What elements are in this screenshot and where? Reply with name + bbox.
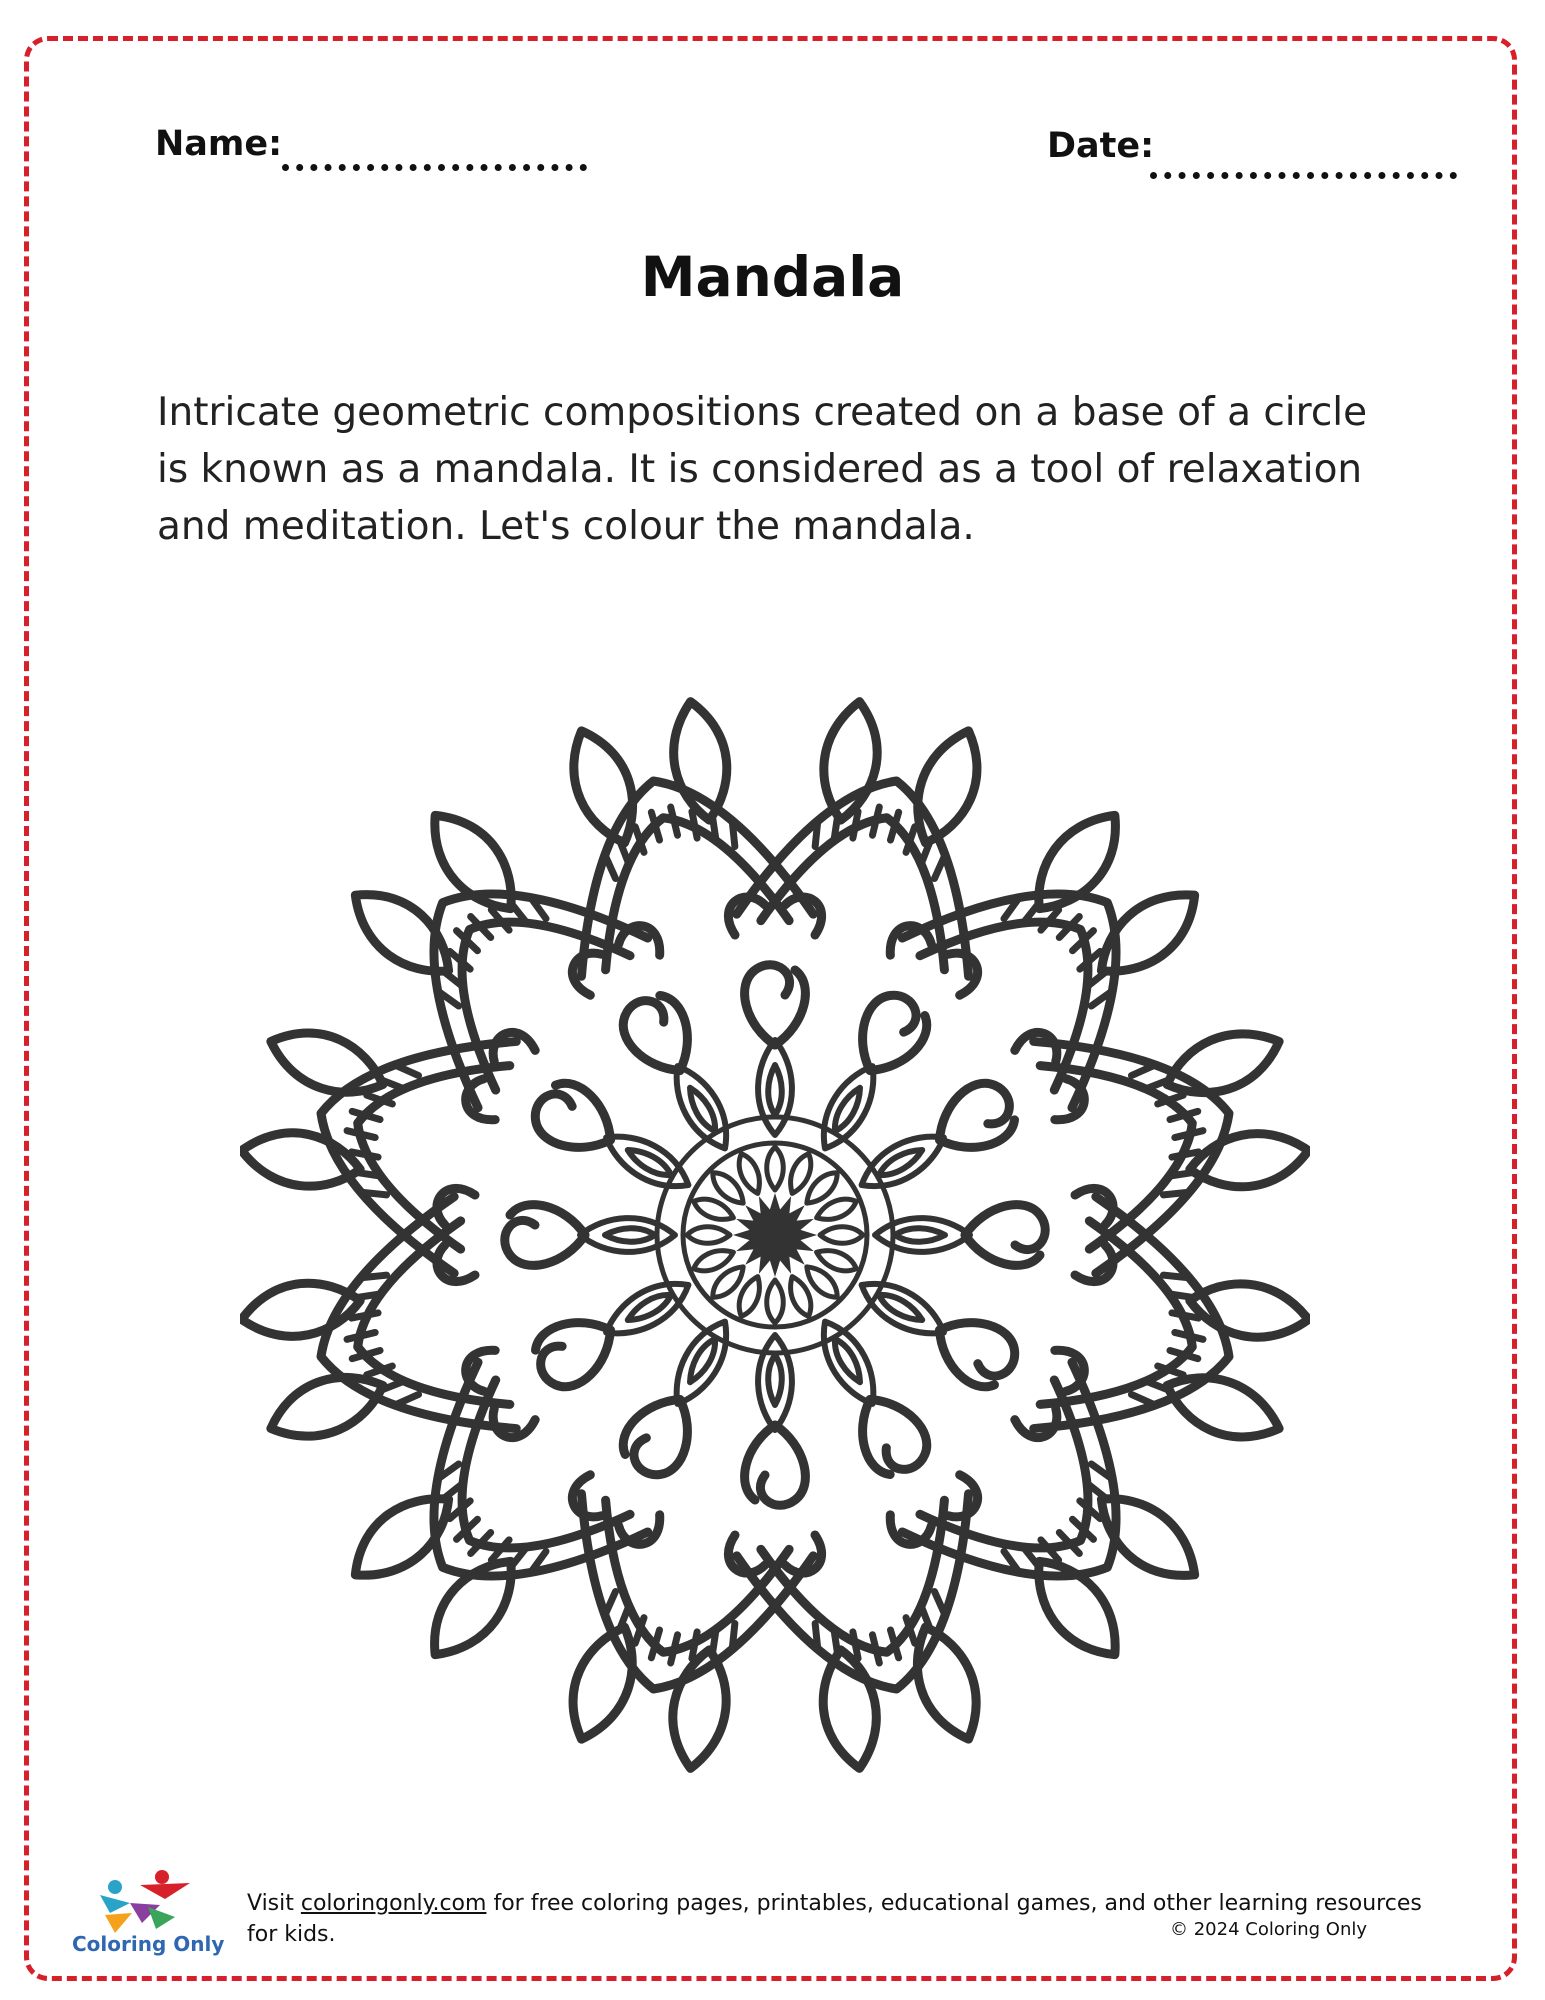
logo-figure-blue-icon — [108, 1880, 122, 1894]
hatch-mark — [671, 1635, 678, 1663]
hatch-mark — [1168, 1173, 1193, 1177]
intro-line-2: is known as a mandala. It is considered as a tool of relaxation — [157, 447, 1363, 492]
hatch-mark — [934, 1591, 943, 1612]
hatch-mark — [815, 1623, 817, 1646]
hatch-mark — [1175, 1131, 1203, 1138]
hatch-mark — [1168, 1294, 1193, 1298]
logo-arm-green-icon — [148, 1907, 175, 1929]
hatch-mark — [364, 1192, 387, 1194]
small-petal — [767, 1147, 784, 1190]
hatch-mark — [834, 817, 838, 842]
intro-line-1: Intricate geometric compositions created on a base of a circle — [157, 390, 1368, 435]
footer-link[interactable]: coloringonly.com — [300, 1891, 487, 1916]
curl-motif — [728, 897, 821, 1045]
page-title: Mandala — [640, 245, 905, 309]
date-line[interactable] — [1150, 172, 1457, 179]
inner-petal — [758, 1335, 792, 1430]
small-petal — [820, 1227, 863, 1244]
inner-petal — [758, 1040, 792, 1135]
center-star — [733, 1193, 817, 1277]
hatch-mark — [1175, 1332, 1203, 1339]
logo-arm-blue-icon — [100, 1895, 130, 1913]
curl-motif — [437, 1188, 585, 1281]
hatch-mark — [347, 1131, 375, 1138]
hatch-mark — [815, 824, 817, 847]
hatch-mark — [1172, 1152, 1198, 1157]
hatch-mark — [834, 1628, 838, 1653]
hatch-mark — [357, 1294, 382, 1298]
hatch-mark — [357, 1173, 382, 1177]
curl-motif — [728, 1425, 821, 1573]
inner-petal — [580, 1218, 675, 1252]
outer-teardrop — [1186, 1275, 1310, 1345]
hatch-mark — [352, 1152, 378, 1157]
intro-text — [157, 384, 1417, 555]
hatch-mark — [347, 1332, 375, 1339]
hatch-mark — [732, 1623, 734, 1646]
curl-motif — [965, 1188, 1113, 1281]
hatch-mark — [872, 1635, 879, 1663]
hatch-mark — [1163, 1192, 1186, 1194]
hatch-mark — [713, 817, 717, 842]
name-line[interactable] — [282, 164, 587, 171]
hatch-mark — [606, 1591, 615, 1612]
date-label: Date: — [1047, 126, 1155, 166]
hatch-mark — [352, 1313, 378, 1318]
copyright: © 2024 Coloring Only — [1170, 1919, 1368, 1940]
small-petal — [687, 1227, 730, 1244]
hatch-mark — [398, 1394, 419, 1403]
hatch-mark — [606, 858, 615, 879]
outer-teardrop — [815, 698, 885, 825]
outer-teardrop — [665, 698, 735, 825]
footer-rest: for free coloring pages, printables, educational games, and other learning resources for kids. — [247, 1891, 1422, 1947]
mandala-illustration — [240, 630, 1310, 1840]
hatch-mark — [732, 824, 734, 847]
hatch-mark — [1163, 1275, 1186, 1277]
hatch-mark — [853, 812, 858, 838]
logo-arm-orange-icon — [105, 1913, 132, 1933]
name-label: Name: — [155, 124, 283, 164]
logo-text: Coloring Only — [72, 1932, 225, 1956]
outer-teardrop — [1186, 1125, 1310, 1195]
hatch-mark — [364, 1275, 387, 1277]
footer-visit: Visit — [247, 1891, 301, 1916]
inner-petal — [875, 1218, 970, 1252]
logo-arm-red-icon — [140, 1883, 190, 1899]
hatch-mark — [934, 858, 943, 879]
outer-teardrop — [815, 1646, 885, 1773]
hatch-mark — [692, 812, 697, 838]
hatch-mark — [1131, 1394, 1152, 1403]
hatch-mark — [713, 1628, 717, 1653]
hatch-mark — [853, 1632, 858, 1658]
outer-teardrop — [664, 1646, 734, 1773]
hatch-mark — [692, 1632, 697, 1658]
intro-line-3: and meditation. Let's colour the mandala. — [157, 504, 975, 549]
hatch-mark — [1131, 1066, 1152, 1075]
hatch-mark — [1172, 1313, 1198, 1318]
hatch-mark — [671, 807, 678, 835]
small-petal — [767, 1280, 784, 1323]
outer-teardrop — [240, 1124, 364, 1194]
logo-figure-red-icon — [155, 1870, 169, 1884]
hatch-mark — [398, 1066, 419, 1075]
outer-teardrop — [240, 1275, 364, 1345]
hatch-mark — [872, 807, 879, 835]
